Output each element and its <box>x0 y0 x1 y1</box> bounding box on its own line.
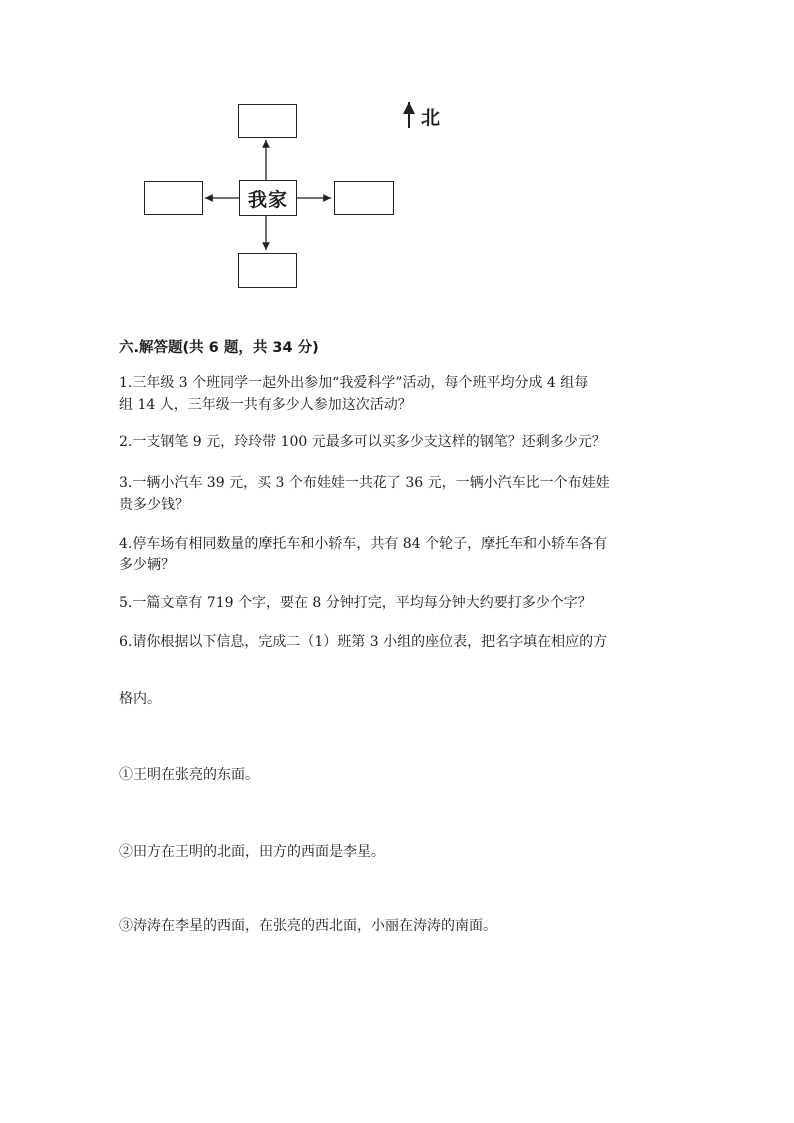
south-box <box>238 253 297 288</box>
direction-diagram <box>0 0 794 320</box>
west-box <box>144 181 203 215</box>
section-title: 六.解答题(共 6 题，共 34 分) <box>119 340 319 356</box>
question-6-line-1: 6.请你根据以下信息，完成二（1）班第 3 小组的座位表，把名字填在相应的方 <box>119 634 608 650</box>
question-1-line-1: 1.三年级 3 个班同学一起外出参加“我爱科学”活动，每个班平均分成 4 组每 <box>119 375 589 391</box>
question-3-line-1: 3.一辆小汽车 39 元，买 3 个布娃娃一共花了 36 元，一辆小汽车比一个布娃娃 <box>119 475 610 491</box>
diagram-arrows <box>0 0 794 320</box>
clue-3: ③涛涛在李星的西面，在张亮的西北面，小丽在涛涛的南面。 <box>119 918 497 934</box>
question-1-line-2: 组 14 人，三年级一共有多少人参加这次活动？ <box>119 397 412 413</box>
east-box <box>334 181 394 215</box>
question-6-line-2: 格内。 <box>119 691 161 707</box>
home-box <box>239 180 297 216</box>
north-box <box>238 104 297 138</box>
question-3-line-2: 贵多少钱？ <box>119 497 189 513</box>
question-4-line-2: 多少辆？ <box>119 557 175 573</box>
home-label: 我家 <box>247 188 288 211</box>
clue-2: ②田方在王明的北面，田方的西面是李星。 <box>119 844 385 860</box>
question-4-line-1: 4.停车场有相同数量的摩托车和小轿车，共有 84 个轮子，摩托车和小轿车各有 <box>119 536 608 552</box>
clue-1: ①王明在张亮的东面。 <box>119 767 259 783</box>
question-5-line-1: 5.一篇文章有 719 个字，要在 8 分钟打完，平均每分钟大约要打多少个字？ <box>119 595 592 611</box>
north-label: 北 <box>421 107 441 129</box>
question-2-line-1: 2.一支钢笔 9 元，玲玲带 100 元最多可以买多少支这样的钢笔？还剩多少元？ <box>119 434 606 450</box>
